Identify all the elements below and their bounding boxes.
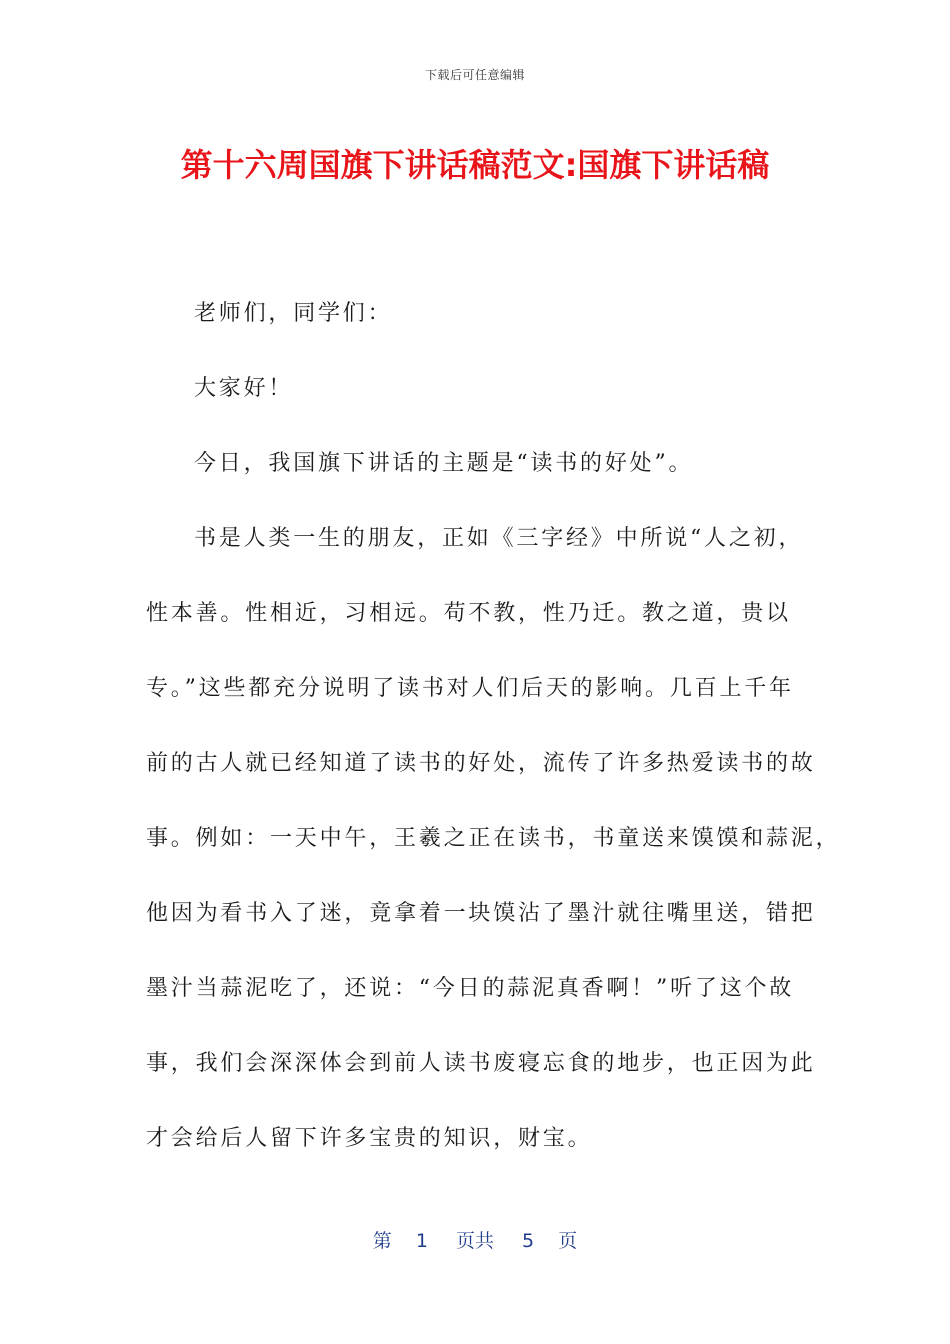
body-line: 性本善。性相近，习相远。苟不教，性乃迁。教之道，贵以 bbox=[146, 601, 791, 626]
body-line: 墨汁当蒜泥吃了，还说：“今日的蒜泥真香啊！”听了这个故 bbox=[146, 976, 795, 1001]
body-line: 他因为看书入了迷，竟拿着一块馍沾了墨汁就往嘴里送，错把 bbox=[146, 901, 816, 926]
document-title: 第十六周国旗下讲话稿范文:国旗下讲话稿 bbox=[180, 146, 770, 184]
footer-current-page: 1 bbox=[415, 1230, 428, 1252]
footer-prefix: 第 bbox=[372, 1230, 392, 1252]
body-line: 事。例如：一天中午，王羲之正在读书，书童送来馍馍和蒜泥， bbox=[146, 826, 841, 851]
body-line: 前的古人就已经知道了读书的好处，流传了许多热爱读书的故 bbox=[146, 751, 816, 776]
page-footer bbox=[0, 1226, 950, 1253]
footer-suffix: 页 bbox=[558, 1230, 578, 1252]
footer-total-pages: 5 bbox=[522, 1230, 535, 1252]
footer-middle: 页共 bbox=[455, 1230, 494, 1252]
body-line: 今日，我国旗下讲话的主题是“读书的好处”。 bbox=[194, 451, 694, 476]
body-line: 专。”这些都充分说明了读书对人们后天的影响。几百上千年 bbox=[146, 676, 794, 701]
body-line: 大家好！ bbox=[194, 376, 294, 401]
body-line: 书是人类一生的朋友，正如《三字经》中所说“人之初， bbox=[194, 526, 804, 551]
header-note: 下载后可任意编辑 bbox=[424, 68, 525, 82]
document-body bbox=[146, 276, 841, 1176]
body-line: 事，我们会深深体会到前人读书废寝忘食的地步，也正因为此 bbox=[146, 1051, 816, 1076]
body-line: 才会给后人留下许多宝贵的知识，财宝。 bbox=[146, 1126, 593, 1151]
body-line: 老师们，同学们： bbox=[194, 301, 393, 326]
